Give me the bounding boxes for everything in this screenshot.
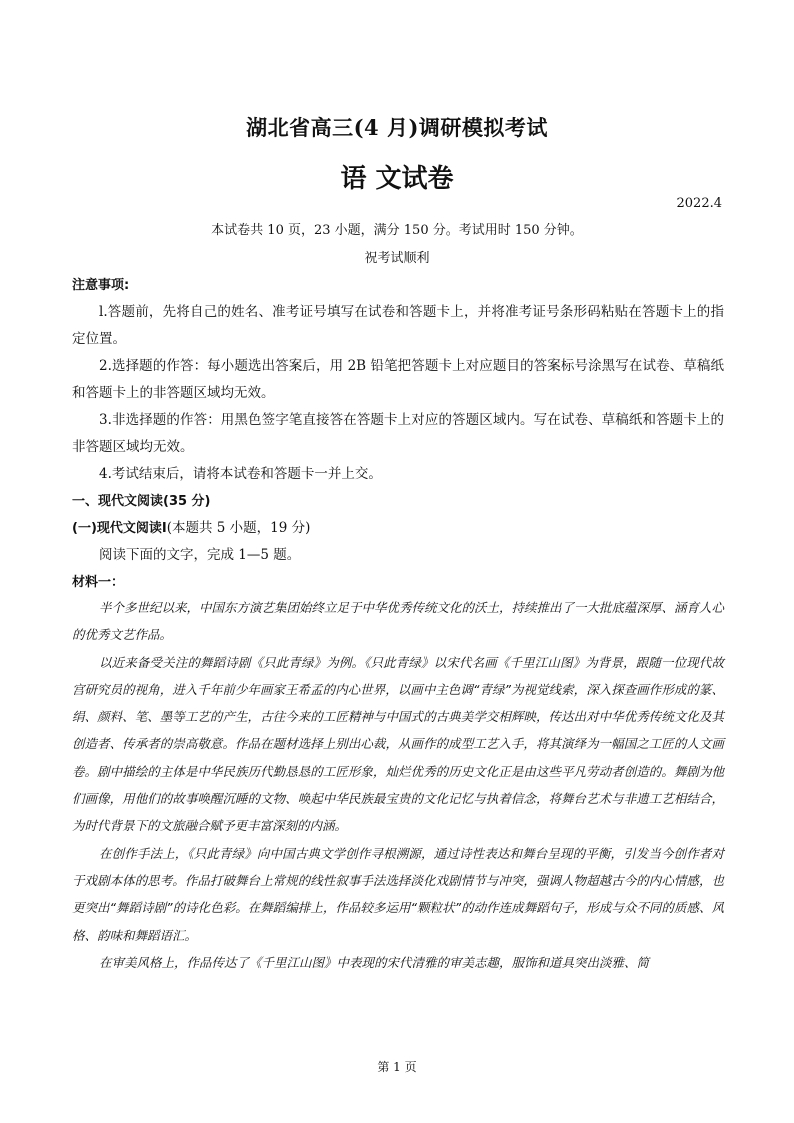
sub-section-heading [72,515,724,542]
article-paragraph: 半个多世纪以来，中国东方演艺集团始终立足于中华优秀传统文化的沃土，持续推出了一大批底蕴深厚、涵育人心的优秀文艺作品。 [72,600,725,643]
exam-subtitle: 语 文试卷 [340,164,454,194]
article-paragraph: 在创作手法上，《只此青绿》向中国古典文学创作寻根溯源，通过诗性表达和舞台呈现的平衡，引发当今创作者对于戏剧本体的思考。作品打破舞台上常规的线性叙事手法选择淡化戏剧情节与冲突，强调人物超越古今的内心情感，也更突出“舞蹈诗剧”的诗化色彩。在舞蹈编排上，作品较多运用“颗粒状”的动作连成舞蹈句子，形成与众不同的质感、风格、韵味和舞蹈语汇。 [72,845,724,943]
article-paragraph: 以近来备受关注的舞蹈诗剧《只此青绿》为例。《只此青绿》以宋代名画《千里江山图》为背景，跟随一位现代故宫研究员的视角，进入千年前少年画家王希孟的内心世界，以画中主色调“青绿”为视觉线索，深入探查画作形成的篆、绢、颜料、笔、墨等工艺的产生，古往今来的工匠精神与中国式的古典美学交相辉映，传达出对中华优秀传统文化及其创造者、传承者的崇高敬意。作品在题材选择上别出心裁，从画作的成型工艺入手，将其演绎为一幅国之工匠的人文画卷。剧中描绘的主体是中华民族历代勤恳恳的工匠形象，灿烂优秀的历史文化正是由这些平凡劳动者创造的。舞剧为他们画像，用他们的故事唤醒沉睡的文物、唤起中华民族最宝贵的文化记忆与执着信念，将舞台艺术与非遗工艺相结合，为时代背景下的文旅融合赋予更丰富深刻的内涵。 [72,654,724,834]
material-label: 材料一： [72,575,125,590]
section-heading: 一、现代文阅读(35 分) [72,494,211,509]
notice-item: 3.非选择题的作答：用黑色签字笔直接答在答题卡上对应的答题区域内。写在试卷、草稿纸和答题卡上的非答题区域均无效。 [72,412,724,455]
notice-heading: 注意事项: [72,278,130,293]
article-text [72,594,724,976]
sub-section-label: (一)现代文阅读Ⅰ [72,521,167,536]
sub-section-note: (本题共 5 小题，19 分) [166,520,311,536]
exam-wish: 祝考试顺利 [364,251,430,266]
article-paragraph: 在审美风格上，作品传达了《千里江山图》中表现的宋代清雅的审美志趣，服饰和道具突出淡雅、简 [99,954,650,970]
page-number: 第 1 页 [377,1060,417,1074]
notice-block [72,272,724,596]
notice-item: 4.考试结束后，请将本试卷和答题卡一并上交。 [99,466,382,482]
section-instruction: 阅读下面的文字，完成 1—5 题。 [99,547,301,563]
notice-item: l.答题前，先将自己的姓名、准考证号填写在试卷和答题卡上，并将准考证号条形码粘贴在答题卡上的指定位置。 [72,304,724,347]
exam-info: 本试卷共 10 页，23 小题，满分 150 分。考试用时 150 分钟。 [211,223,583,238]
notice-item: 2.选择题的作答：每小题选出答案后，用 2B 铅笔把答题卡上对应题目的答案标号涂黑写在试卷、草稿纸和答题卡上的非答题区域均无效。 [72,358,724,401]
exam-title: 湖北省高三(4 月)调研模拟考试 [246,115,548,140]
exam-date: 2022.4 [676,196,722,211]
